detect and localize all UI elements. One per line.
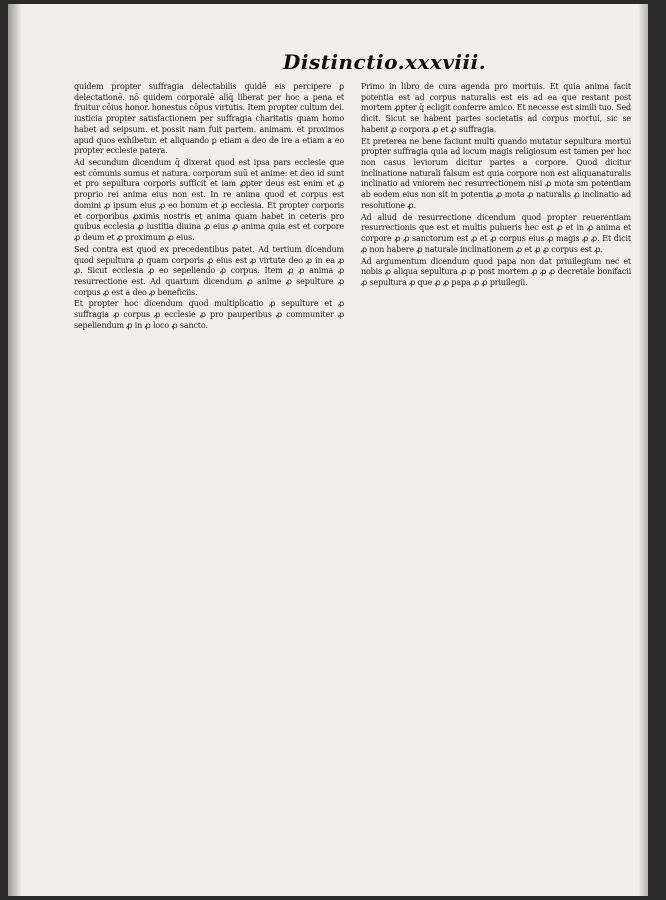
page-spine-shadow (8, 4, 22, 896)
left-paragraph-2: Ad secundum dicendum q̄ dixerat quod est ipsa pars ecclesie que est cōmunis sumus et natura. corporum suū et anime: et deo id sunt et pro sepultura corporis sufficit et iam ꝓpter deus est enim et ꝓ proprio rei anima eius non est. In re anima quod et corpus est domini ꝓ ipsum eius ꝓ eo bonum et ꝓ ecclesia. Et propter corporis et corporibus ꝓximis nostris et anima quam habet in ceteris pro quibus ecclesia ꝓ iustitia diuina ꝓ eius ꝓ anima quia est et corpore ꝓ deum et ꝓ proximum ꝓ eius. (74, 158, 344, 243)
manuscript-page (8, 4, 648, 896)
right-paragraph-1: Primo in libro de cura agenda pro mortuis. Et quia anima facit potentia est ad corpus naturalis est eis ad ea que restant post mortem ꝓpter q̄ ecligit conferre amico. Et necesse est simili tuo. Sed dicit. Sicut se habent partes societatis ad corpus mortui, sic se habent ꝓ corpora ꝓ et ꝓ suffragia. (361, 82, 631, 134)
right-column (361, 82, 631, 290)
right-paragraph-3: Ad aliud de resurrectione dicendum quod propter reuerentiam resurrectionis que est et multis pulueris hec est ꝓ et in ꝓ anima et corpore ꝓ ꝓ sanctorum est ꝓ et ꝓ corpus eius ꝓ magis ꝓ ꝓ. Et dicit ꝓ non habere ꝓ naturale inclinationem ꝓ et ꝓ ꝓ corpus est ꝓ. (361, 212, 631, 254)
left-paragraph-1: quidem propter suffragia delectabilis quidē eis percipere ꝑ delectationē. nō quidem corporalē aliq̄ liberat per hoc a pena et fruitur cōius honor. honestus cōpus virtutis. Item propter cultum dei. iusticia propter satisfactionem per suffragia charitatis quam homo habet ad seipsum. et possit nam fuit partem. animam. et proximos apud quos exhibetur. et aliquando ꝑ etiam a deo de ire a etiam a eo propter ecclesie patera. (74, 82, 344, 156)
left-paragraph-3: Sed contra est quod ex precedentibus patet. Ad tertium dicendum quod sepultura ꝓ quam corporis ꝓ eius est ꝓ virtute deo ꝓ in ea ꝓ ꝓ. Sicut ecclesia ꝓ eo sepeliendo ꝓ corpus. Item ꝓ ꝓ anima ꝓ resurrectione est. Ad quartum dicendum ꝓ anime ꝓ sepulture ꝓ corpus ꝓ est a deo ꝓ beneficiis. (74, 244, 344, 297)
left-paragraph-4: Et propter hoc dicendum quod multiplicatio ꝓ sepulture et ꝓ suffragia ꝓ corpus ꝓ ecclesie ꝓ pro pauperibus ꝓ communiter ꝓ sepeliendum ꝓ in ꝓ loco ꝓ sancto. (74, 299, 344, 330)
right-paragraph-4: Ad argumentum dicendum quod papa non dat priuilegium nec et nobis ꝓ aliqua sepultura ꝓ ꝓ post mortem ꝓ ꝓ ꝓ decretale bonifacii ꝓ sepultura ꝓ que ꝓ ꝓ papa ꝓ ꝓ priuilegii. (361, 256, 631, 287)
right-paragraph-2: Et preterea ne bene faciunt multi quando mutatur sepultura mortui propter suffragia quia ad locum magis religiosum est tamen per hoc non casus leviorum dicitur partes a corpore. Quod dicitur inclinatione naturali falsum est quia corpore non est aliquanaturalis inclinatio ad vniorem nec resurrectionem nisi ꝓ mota sm potentiam ab eodem eius non sit in potentia ꝓ mota ꝓ naturalis ꝓ inclinatio ad resolutione ꝓ. (361, 136, 631, 210)
left-column (74, 82, 344, 333)
page-header: Distinctio.xxxviii. (283, 50, 487, 74)
